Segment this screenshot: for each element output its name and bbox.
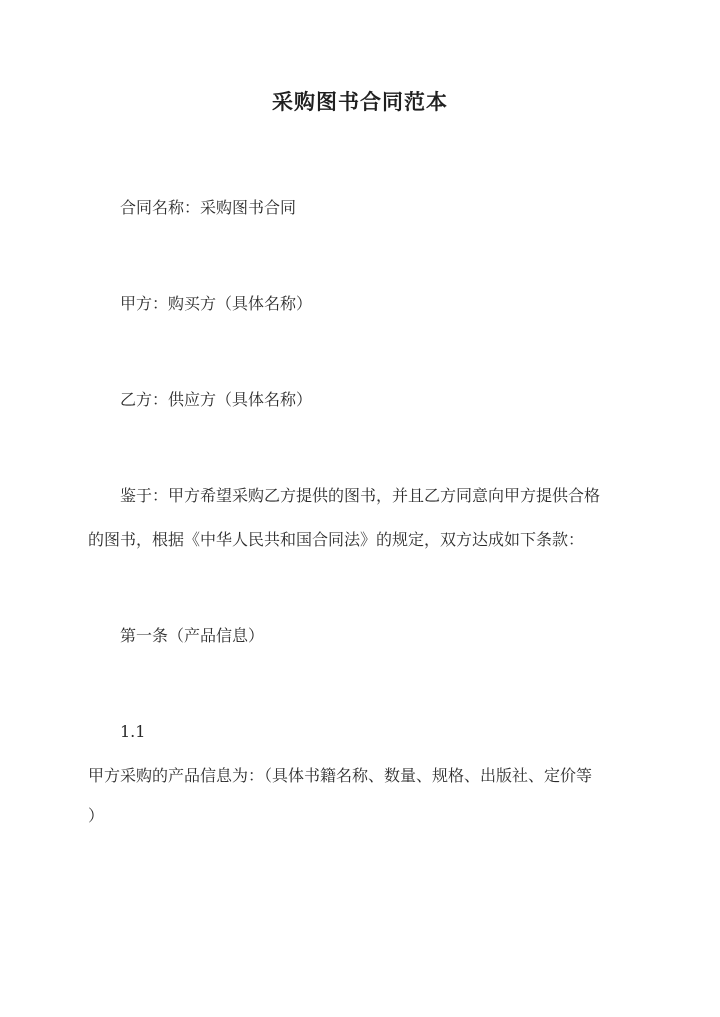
clause-number: 1.1: [120, 722, 146, 741]
document-title: 采购图书合同范本: [272, 89, 448, 114]
article-one-heading: 第一条（产品信息）: [120, 626, 265, 645]
whereas-line-2: 的图书，根据《中华人民共和国合同法》的规定，双方达成如下条款：: [88, 530, 585, 549]
contract-name-line: 合同名称：采购图书合同: [120, 198, 297, 217]
clause-text-line-2: ）: [88, 806, 105, 825]
party-a-line: 甲方：购买方（具体名称）: [120, 294, 313, 313]
whereas-line-1: 鉴于：甲方希望采购乙方提供的图书，并且乙方同意向甲方提供合格: [120, 486, 601, 505]
party-b-line: 乙方：供应方（具体名称）: [120, 390, 313, 409]
clause-text-line-1: 甲方采购的产品信息为：（具体书籍名称、数量、规格、出版社、定价等: [88, 766, 593, 785]
